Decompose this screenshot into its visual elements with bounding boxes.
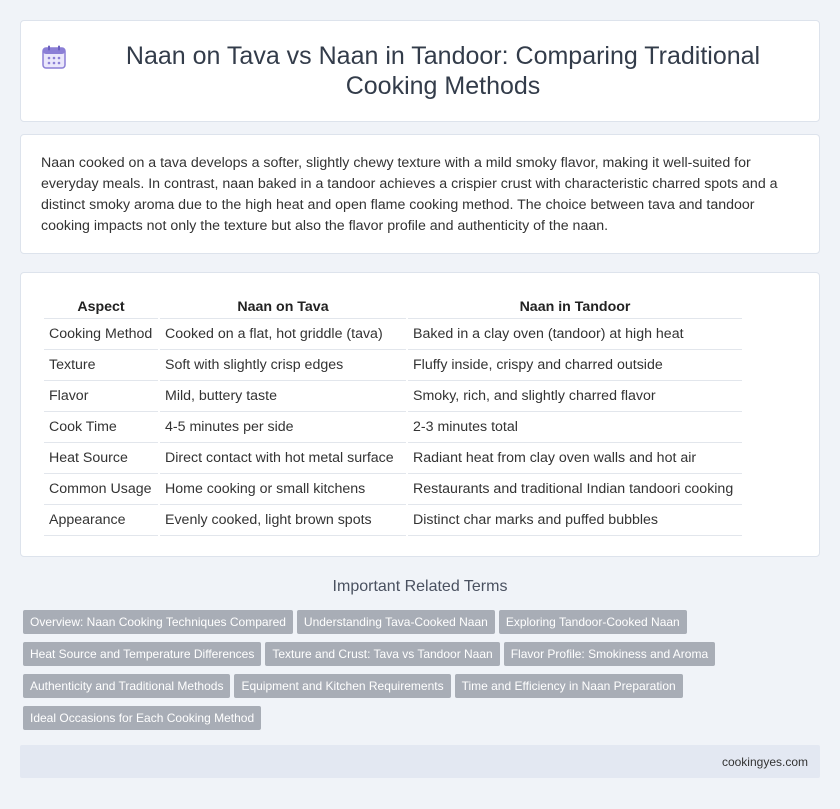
table-header-row [44,295,742,319]
cell-tava: Mild, buttery taste [160,381,406,412]
tag-link[interactable]: Heat Source and Temperature Differences [23,642,261,666]
cell-aspect: Cooking Method [44,319,158,350]
cell-tava: Cooked on a flat, hot griddle (tava) [160,319,406,350]
table-row [44,412,742,443]
related-terms-title: Important Related Terms [332,578,508,595]
cell-tandoor: 2-3 minutes total [408,412,742,443]
tag-link[interactable]: Overview: Naan Cooking Techniques Compared [23,610,293,634]
header-naan-in-tandoor: Naan in Tandoor [408,295,742,319]
cell-aspect: Appearance [44,505,158,536]
cell-tava: Direct contact with hot metal surface [160,443,406,474]
table-row [44,505,742,536]
cell-aspect: Common Usage [44,474,158,505]
tag-link[interactable]: Equipment and Kitchen Requirements [234,674,450,698]
cell-tandoor: Smoky, rich, and slightly charred flavor [408,381,742,412]
cell-aspect: Heat Source [44,443,158,474]
header-card [20,20,820,122]
cell-tava: Home cooking or small kitchens [160,474,406,505]
cell-aspect: Flavor [44,381,158,412]
tag-link[interactable]: Texture and Crust: Tava vs Tandoor Naan [265,642,499,666]
comparison-card [20,272,820,557]
tag-link[interactable]: Exploring Tandoor-Cooked Naan [499,610,687,634]
table-row [44,381,742,412]
tag-link[interactable]: Understanding Tava-Cooked Naan [297,610,495,634]
table-row [44,350,742,381]
footer [20,745,820,778]
page-title: Naan on Tava vs Naan in Tandoor: Comparing Traditional Cooking Methods [125,42,761,100]
header-aspect: Aspect [44,295,158,319]
calendar-icon [41,44,67,70]
tag-link[interactable]: Flavor Profile: Smokiness and Aroma [504,642,715,666]
table-row [44,474,742,505]
cell-tava: Soft with slightly crisp edges [160,350,406,381]
cell-tava: Evenly cooked, light brown spots [160,505,406,536]
cell-aspect: Cook Time [44,412,158,443]
cell-tandoor: Restaurants and traditional Indian tandoori cooking [408,474,742,505]
related-tags [23,610,823,738]
cell-tandoor: Baked in a clay oven (tandoor) at high heat [408,319,742,350]
footer-site-link[interactable]: cookingyes.com [721,755,808,769]
tag-link[interactable]: Ideal Occasions for Each Cooking Method [23,706,261,730]
tag-link[interactable]: Authenticity and Traditional Methods [23,674,230,698]
cell-tandoor: Distinct char marks and puffed bubbles [408,505,742,536]
table-row [44,443,742,474]
comparison-table [42,295,744,536]
intro-card [20,134,820,254]
header-naan-on-tava: Naan on Tava [160,295,406,319]
cell-aspect: Texture [44,350,158,381]
title-wrap [21,21,819,121]
intro-paragraph: Naan cooked on a tava develops a softer, slightly chewy texture with a mild smoky flavor, making it well-suited for everyday meals. In contrast, naan baked in a tandoor achieves a crispier crust with characteristic charred spots and a distinct smoky aroma due to the high heat and open flame cooking method. The choice between tava and tandoor cooking impacts not only the texture but also the flavor profile and authenticity of the naan. [41,155,778,234]
cell-tava: 4-5 minutes per side [160,412,406,443]
cell-tandoor: Fluffy inside, crispy and charred outside [408,350,742,381]
tag-link[interactable]: Time and Efficiency in Naan Preparation [455,674,683,698]
cell-tandoor: Radiant heat from clay oven walls and hot air [408,443,742,474]
table-row [44,319,742,350]
